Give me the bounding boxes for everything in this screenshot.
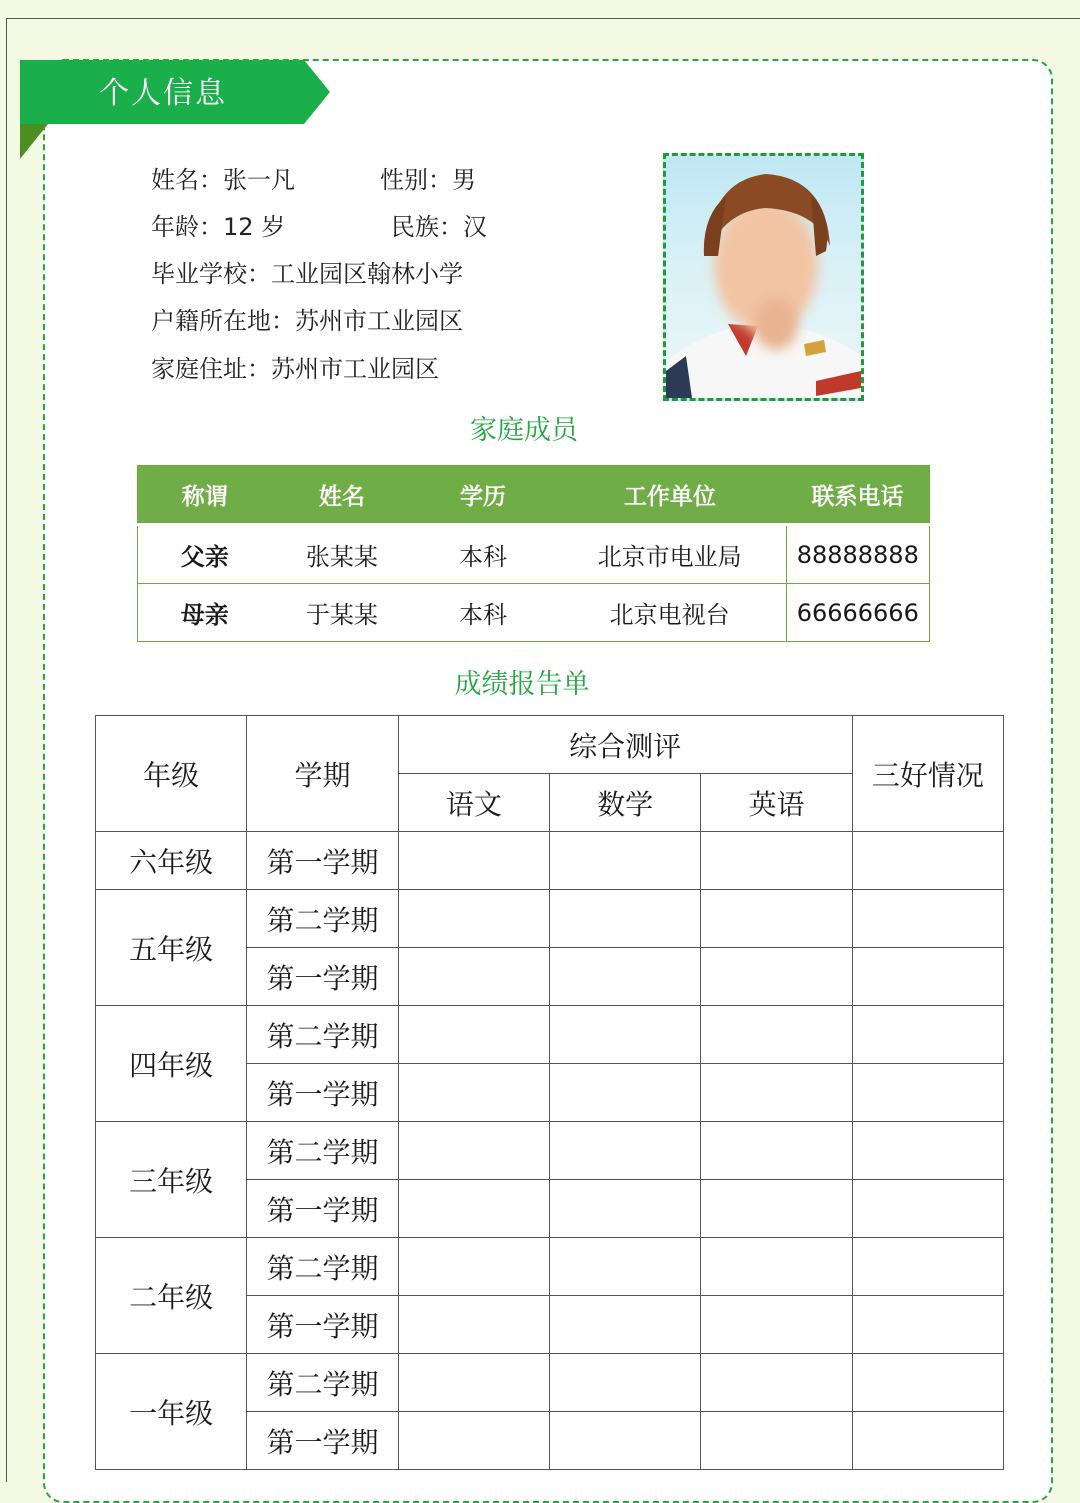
grades-col-grade: 年级 [96,716,247,832]
score-cell[interactable] [701,1412,852,1470]
score-cell[interactable] [701,1064,852,1122]
sanhao-cell[interactable] [852,1064,1003,1122]
age-field: 年龄：12 岁 [151,213,286,241]
sanhao-cell[interactable] [852,1180,1003,1238]
grades-col-sanhao: 三好情况 [852,716,1003,832]
section-title-personal-info: 个人信息 [99,76,227,111]
score-cell[interactable] [701,1296,852,1354]
table-row [138,584,930,642]
sanhao-cell[interactable] [852,1354,1003,1412]
score-cell[interactable] [701,1238,852,1296]
score-cell[interactable] [701,948,852,1006]
score-cell[interactable] [549,890,700,948]
ribbon-fold [20,124,48,159]
term-label: 第二学期 [247,1238,398,1296]
score-cell[interactable] [549,1296,700,1354]
grade-level: 三年级 [96,1122,247,1238]
sanhao-cell[interactable] [852,832,1003,890]
score-cell[interactable] [549,1238,700,1296]
grade-level: 五年级 [96,890,247,1006]
family-phone: 88888888 [786,525,929,584]
grades-col-term: 学期 [247,716,398,832]
child-portrait-image [666,156,861,398]
term-label: 第一学期 [247,832,398,890]
score-cell[interactable] [398,890,549,948]
grades-col-chinese: 语文 [398,774,549,832]
sanhao-cell[interactable] [852,1296,1003,1354]
name-field: 姓名：张一凡 [151,166,295,194]
score-cell[interactable] [398,1064,549,1122]
family-col-employer: 工作单位 [554,466,786,525]
grades-table [95,715,1004,1470]
score-cell[interactable] [549,1180,700,1238]
grade-level: 四年级 [96,1006,247,1122]
family-table [137,465,930,642]
school-field: 毕业学校：工业园区翰林小学 [151,260,463,288]
table-row [96,832,1004,890]
table-row [96,1006,1004,1064]
family-relation: 母亲 [138,584,272,642]
table-row [138,525,930,584]
gender-field: 性别：男 [380,166,476,194]
score-cell[interactable] [701,1122,852,1180]
family-name: 于某某 [272,584,413,642]
family-employer: 北京市电业局 [554,525,786,584]
grades-section-title: 成绩报告单 [454,669,590,700]
term-label: 第一学期 [247,1180,398,1238]
score-cell[interactable] [549,1064,700,1122]
grade-level: 六年级 [96,832,247,890]
hukou-field: 户籍所在地：苏州市工业园区 [151,307,463,335]
family-education: 本科 [412,584,554,642]
table-row [96,1238,1004,1296]
grades-header-row [96,716,1004,774]
score-cell[interactable] [701,1006,852,1064]
grade-level: 一年级 [96,1354,247,1470]
grade-level: 二年级 [96,1238,247,1354]
score-cell[interactable] [398,1122,549,1180]
family-phone: 66666666 [786,584,929,642]
family-employer: 北京电视台 [554,584,786,642]
score-cell[interactable] [398,948,549,1006]
family-col-education: 学历 [412,466,554,525]
grades-col-math: 数学 [549,774,700,832]
sanhao-cell[interactable] [852,890,1003,948]
score-cell[interactable] [398,1180,549,1238]
family-name: 张某某 [272,525,413,584]
score-cell[interactable] [398,1006,549,1064]
family-relation: 父亲 [138,525,272,584]
score-cell[interactable] [549,1412,700,1470]
ethnicity-field: 民族：汉 [391,213,487,241]
score-cell[interactable] [398,1354,549,1412]
profile-photo [663,153,864,401]
family-education: 本科 [412,525,554,584]
family-col-relation: 称谓 [138,466,272,525]
score-cell[interactable] [701,1354,852,1412]
score-cell[interactable] [549,1006,700,1064]
score-cell[interactable] [701,1180,852,1238]
term-label: 第一学期 [247,1412,398,1470]
term-label: 第一学期 [247,948,398,1006]
score-cell[interactable] [398,832,549,890]
score-cell[interactable] [398,1238,549,1296]
term-label: 第二学期 [247,890,398,948]
score-cell[interactable] [701,832,852,890]
grades-col-evaluation: 综合测评 [398,716,852,774]
score-cell[interactable] [549,948,700,1006]
family-section-title: 家庭成员 [470,415,578,446]
term-label: 第二学期 [247,1122,398,1180]
family-col-phone: 联系电话 [786,466,929,525]
table-row [96,1354,1004,1412]
grades-col-english: 英语 [701,774,852,832]
sanhao-cell[interactable] [852,948,1003,1006]
term-label: 第一学期 [247,1064,398,1122]
table-row [96,890,1004,948]
term-label: 第二学期 [247,1006,398,1064]
score-cell[interactable] [398,1412,549,1470]
sanhao-cell[interactable] [852,1122,1003,1180]
term-label: 第一学期 [247,1296,398,1354]
sanhao-cell[interactable] [852,1006,1003,1064]
score-cell[interactable] [701,890,852,948]
sanhao-cell[interactable] [852,1238,1003,1296]
score-cell[interactable] [549,1122,700,1180]
sanhao-cell[interactable] [852,1412,1003,1470]
score-cell[interactable] [398,1296,549,1354]
score-cell[interactable] [549,1354,700,1412]
address-field: 家庭住址：苏州市工业园区 [151,355,439,383]
term-label: 第二学期 [247,1354,398,1412]
family-header-row [138,466,930,525]
family-col-name: 姓名 [272,466,413,525]
table-row [96,1122,1004,1180]
score-cell[interactable] [549,832,700,890]
